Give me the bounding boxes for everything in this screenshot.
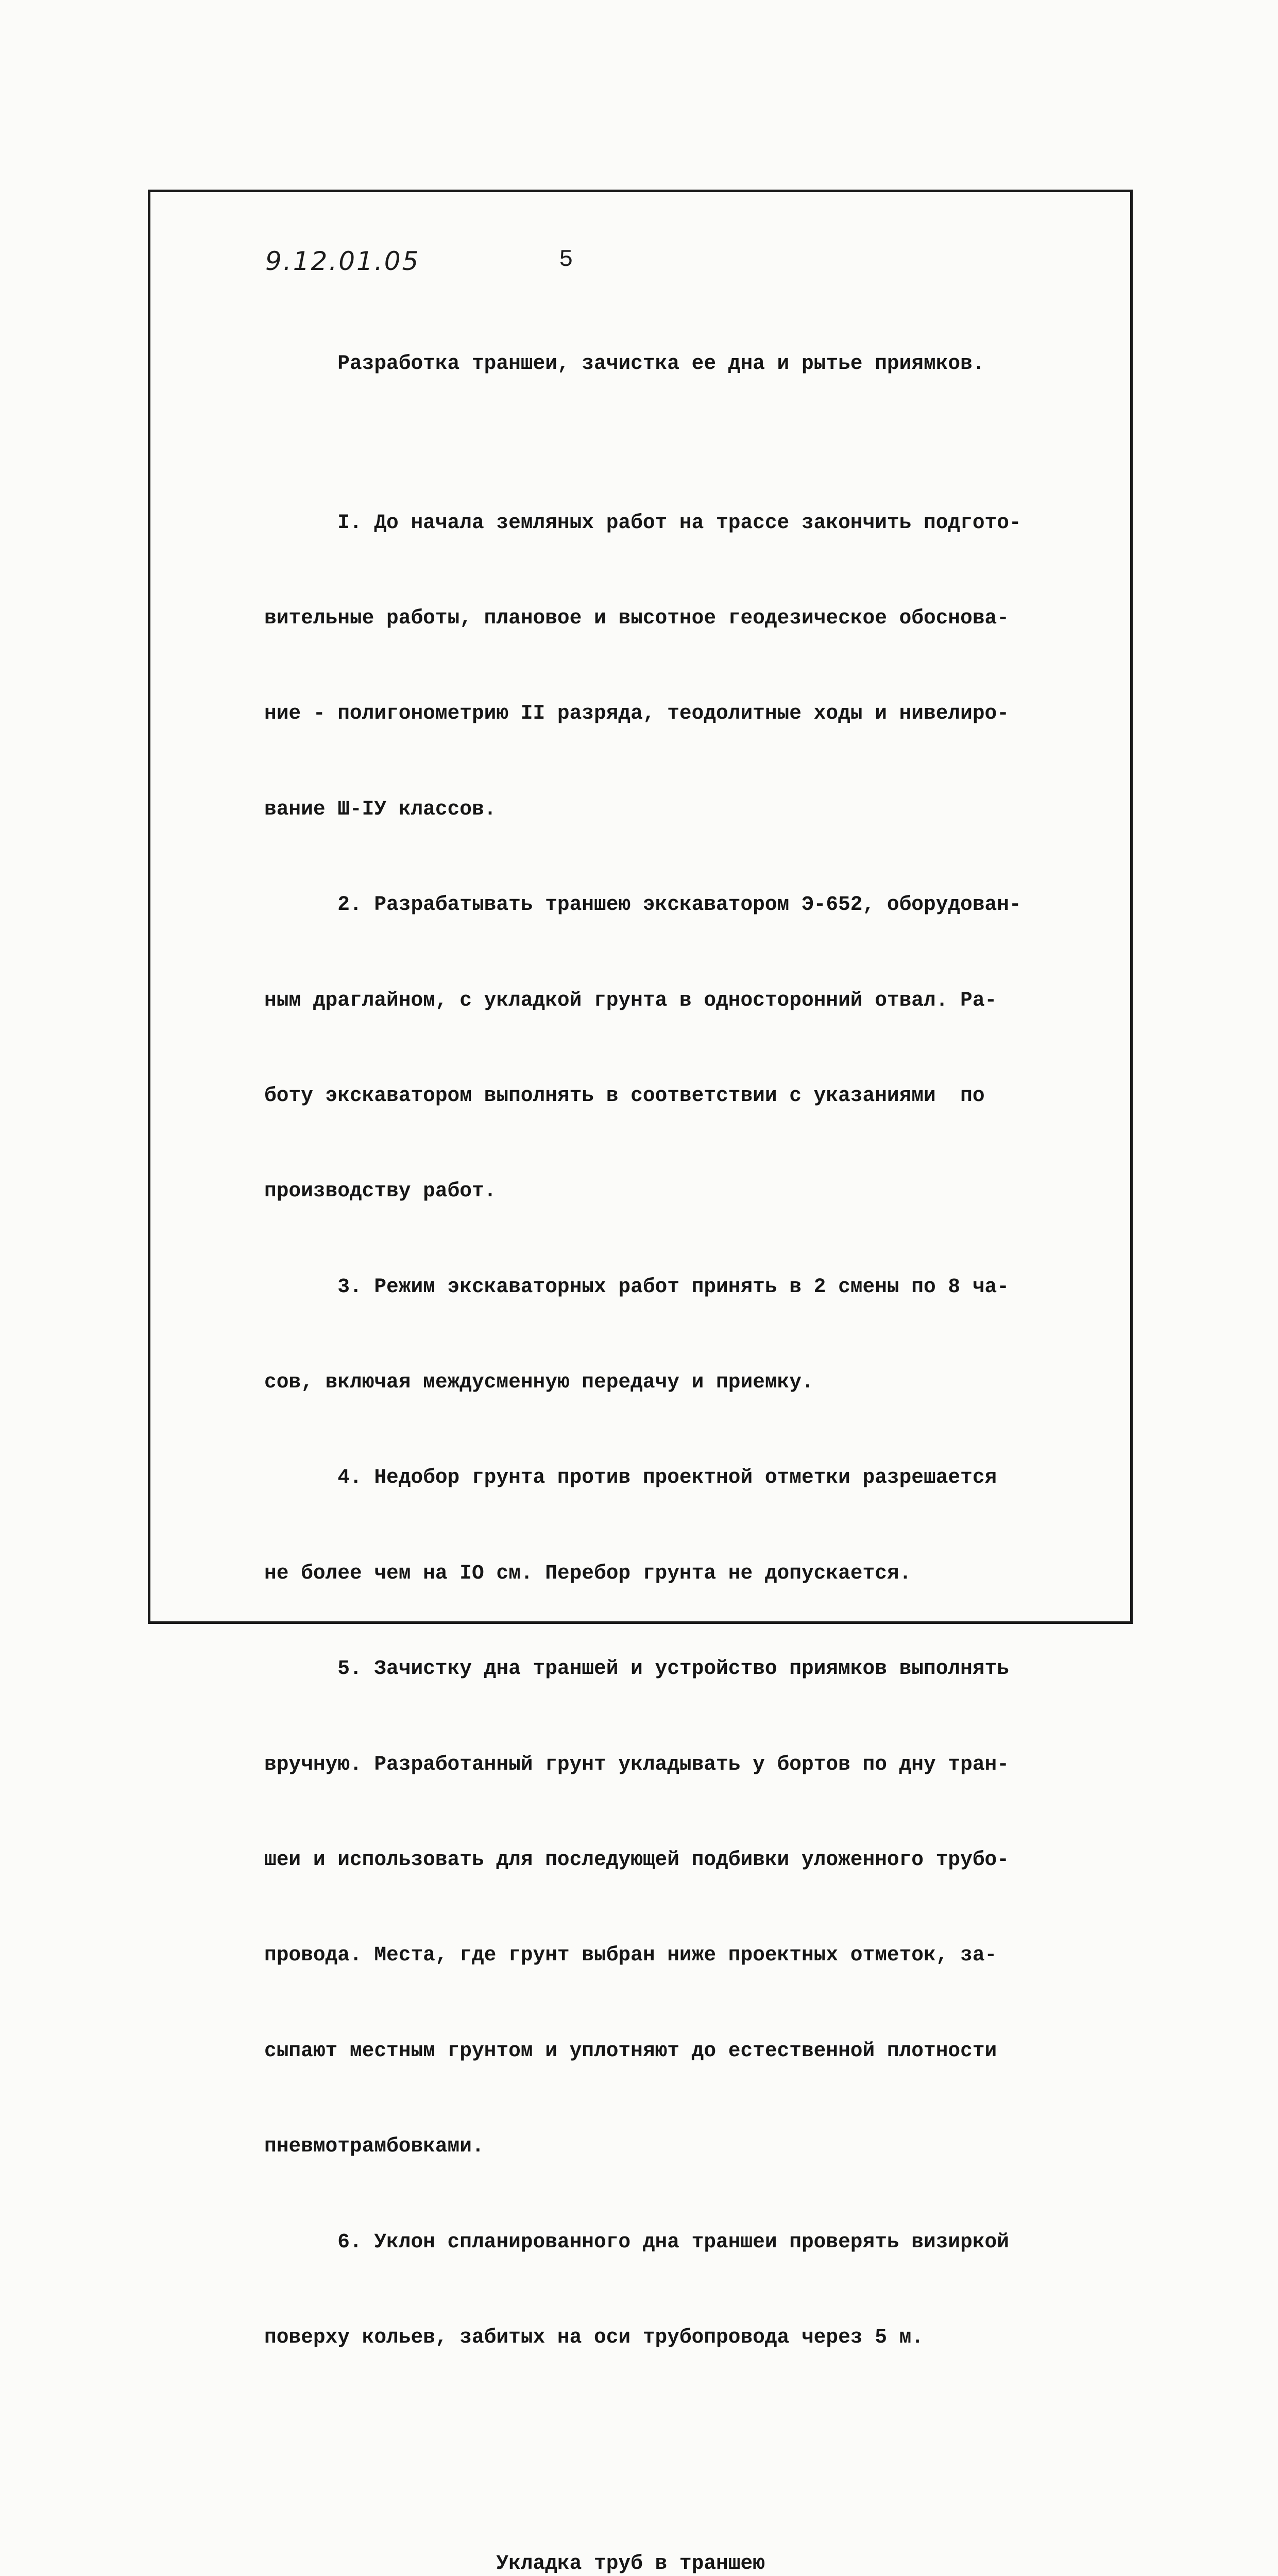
section-excavation-text — [264, 443, 1052, 2417]
text-line: 5. Зачистку дна траншей и устройство приямков выполнять — [264, 1657, 1009, 1681]
text-line: не более чем на IO см. Перебор грунта не допускается. — [264, 1561, 912, 1585]
text-line: 6. Уклон спланированного дна траншеи проверять визиркой — [264, 2230, 1009, 2253]
text-line: ние - полигонометрию II разряда, теодолитные ходы и нивелиро- — [264, 702, 1009, 725]
text-line: шеи и использовать для последующей подбивки уложенного трубо- — [264, 1848, 1009, 1872]
text-line: 3. Режим экскаваторных работ принять в 2 смены по 8 ча- — [264, 1275, 1009, 1298]
document-code: 9.12.01.05 — [265, 246, 420, 276]
text-line: вительные работы, плановое и высотное геодезическое обоснова- — [264, 606, 1009, 630]
text-line: ным драглайном, с укладкой грунта в односторонний отвал. Ра- — [264, 988, 997, 1012]
page-header — [265, 246, 1141, 282]
page-number: 5 — [559, 246, 573, 273]
document-body — [264, 284, 1052, 2576]
text-line: 4. Недобор грунта против проектной отметки разрешается — [264, 1466, 997, 1489]
text-line: 2. Разрабатывать траншею экскаватором Э-652, оборудован- — [264, 893, 1021, 917]
text-line: боту экскаватором выполнять в соответствии с указаниями по — [264, 1083, 985, 1107]
text-line: I. До начала земляных работ на трассе закончить подгото- — [264, 511, 1021, 534]
text-line: поверху кольев, забитых на оси трубопровода через 5 м. — [264, 2326, 924, 2349]
section-spacer — [264, 2481, 1052, 2484]
section-title-excavation: Разработка траншеи, зачистка ее дна и рытье приямков. — [264, 351, 985, 375]
text-line: производству работ. — [264, 1179, 497, 1203]
text-line: сов, включая междусменную передачу и приемку. — [264, 1370, 814, 1394]
text-line: вручную. Разработанный грунт укладывать у бортов по дну тран- — [264, 1752, 1009, 1776]
text-line: провода. Места, где грунт выбран ниже проектных отметок, за- — [264, 1943, 997, 1967]
text-line: сыпают местным грунтом и уплотняют до естественной плотности — [264, 2039, 997, 2062]
text-line: пневмотрамбовками. — [264, 2134, 484, 2158]
section-title-pipe-laying: Укладка труб в траншею — [264, 2551, 765, 2575]
text-line: вание Ш-IУ классов. — [264, 797, 497, 821]
